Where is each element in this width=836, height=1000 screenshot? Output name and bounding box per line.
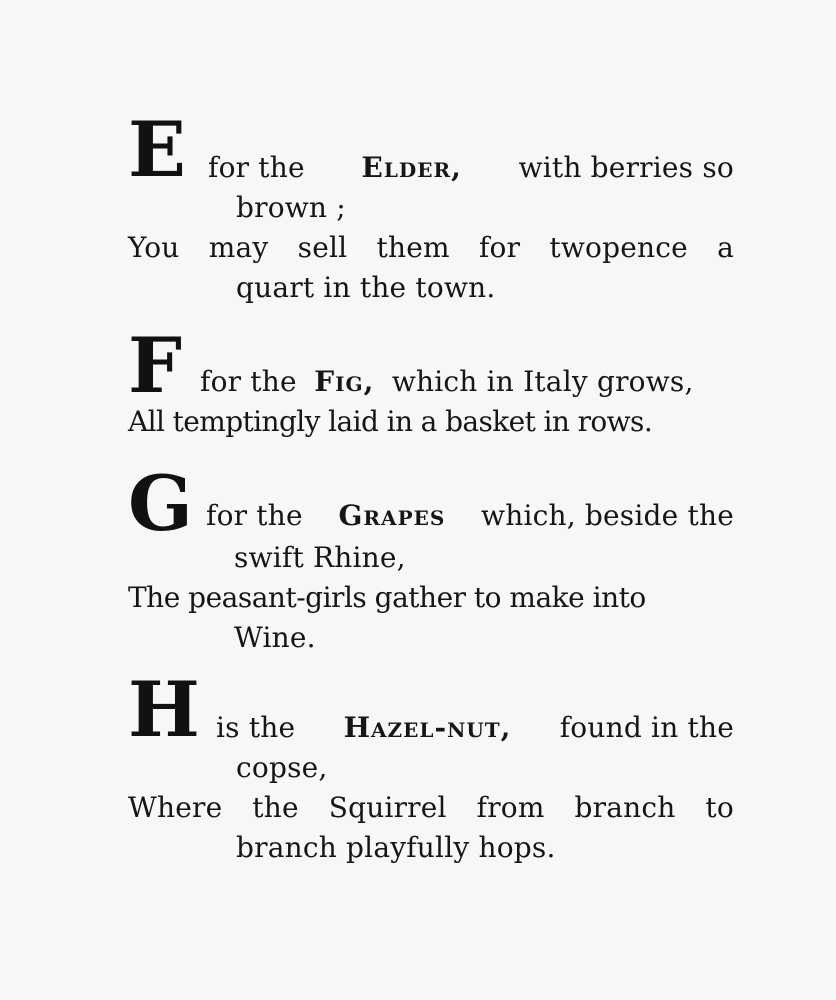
verse-h-line-3-word: the [252,791,299,824]
verse-h-line-4: branch playfully hops. [236,831,556,864]
drop-cap-h: H [128,665,199,754]
verse-e-line-1-pre: for the [208,151,305,184]
verse-g-line-1-pre: for the [206,499,303,532]
verse-f-line-1-post: which in Italy grows, [391,365,694,398]
verse-h-line-3-word: branch [574,791,676,824]
verse-f-name: Fig, [314,365,375,398]
drop-cap-g: G [128,459,192,548]
verse-e-line-3-word: a [717,231,734,264]
verse-g-name: Grapes [338,499,446,532]
verse-h-line-3-word: to [705,791,734,824]
verse-e-line-3-word: You [128,231,180,264]
verse-e-line-1 [208,151,734,184]
verse-h-line-3-word: from [476,791,545,824]
verse-g-line-3: The peasant-girls gather to make into [128,581,646,614]
verse-e [128,105,734,312]
verse-h [128,665,734,872]
verse-e-line-1-post: with berries so [518,151,734,184]
verse-g-line-1-post: which, beside the [481,499,734,532]
verse-e-line-4: quart in the town. [236,271,496,304]
verse-f [128,321,734,438]
verse-f-line-1 [200,365,694,398]
verse-g-line-4: Wine. [234,621,316,654]
verse-f-line-2: All temptingly laid in a basket in rows. [128,405,653,438]
verse-h-line-3-word: Where [128,791,223,824]
verse-e-name: Elder, [361,151,462,184]
verse-e-line-3-word: twopence [549,231,688,264]
verse-h-line-2: copse, [236,751,328,784]
verse-g-line-1 [206,499,734,532]
verse-h-line-3-word: Squirrel [328,791,447,824]
verse-e-line-3-word: sell [297,231,348,264]
verse-e-line-3 [128,231,734,264]
verse-e-line-3-word: for [478,231,521,264]
verse-g [128,459,734,656]
verse-e-line-2: brown ; [236,191,346,224]
verse-f-line-1-pre: for the [200,365,297,398]
verse-h-line-1-post: found in the [559,711,734,744]
drop-cap-f: F [128,321,181,410]
verse-e-line-3-word: them [376,231,450,264]
verse-h-line-1-pre: is the [216,711,296,744]
verse-h-name: Hazel-nut, [343,711,512,744]
verse-g-line-2: swift Rhine, [234,541,406,574]
verse-e-line-3-word: may [208,231,269,264]
drop-cap-e: E [128,105,185,194]
verse-h-line-1 [216,711,734,744]
verse-h-line-3 [128,791,734,824]
